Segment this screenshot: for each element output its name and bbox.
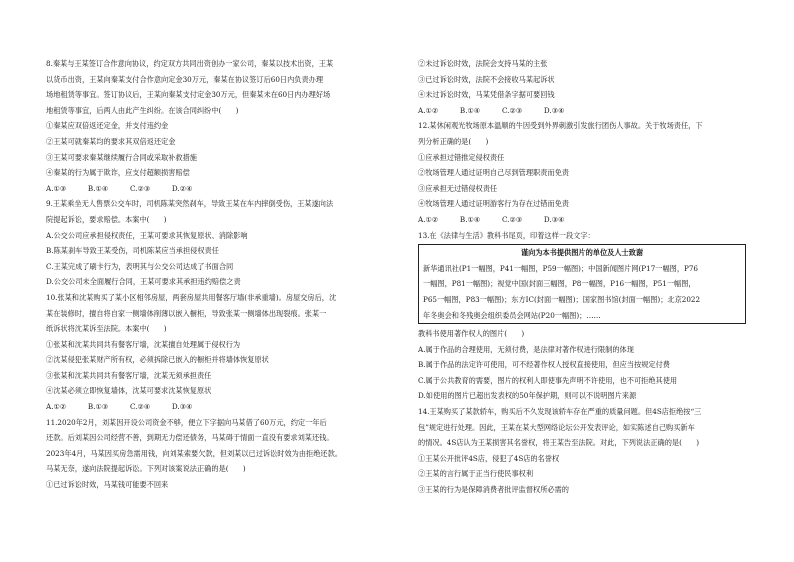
text-line: ①应承担过错推定侵权责任 bbox=[418, 152, 505, 162]
text-line: A.①② B.①④ C.②③ D.③④ bbox=[418, 105, 565, 115]
acknowledgement-line: 新华通讯社(P1一幅图，P41一幅图，P59一幅图)；中国新闻图片网(P17一幅图，P76 bbox=[423, 263, 699, 273]
text-line: 地租赁等事宜，后两人由此产生纠纷。在该合同纠纷中( ) bbox=[46, 105, 239, 115]
text-line: 场地租赁等事宜。签订协议后，王某向秦某支付定金30万元，但秦某未在60日内办理好场 bbox=[46, 90, 331, 100]
text-line: ④未过诉讼时效，马某凭借条字据可要回钱 bbox=[418, 90, 555, 100]
text-line: ③王某的行为是保障消费者批评监督权所必需的 bbox=[418, 485, 569, 495]
text-line: C.王某完成了刷卡行为，表明其与公交公司达成了书面合同 bbox=[46, 261, 234, 271]
text-line: ①秦某应双倍返还定金，并支付违约金 bbox=[46, 121, 169, 131]
text-line: 14.王某购买了某款轿车，购买后不久发现该轿车存在严重的质量问题。但4S店拒绝按“三 bbox=[418, 407, 702, 417]
text-line: ④牧场管理人通过证明游客行为存在过错而免责 bbox=[418, 199, 569, 209]
text-line: ②王某的言行属于正当行使民事权利 bbox=[418, 469, 534, 479]
right-column bbox=[418, 56, 750, 498]
text-line: A.公交公司应承担侵权责任，王某可要求其恢复原状、消除影响 bbox=[46, 230, 248, 240]
text-line: B.陈某刹车导致王某受伤，司机陈某应当承担侵权责任 bbox=[46, 246, 219, 256]
acknowledgement-line: 一幅图，P81一幅图)；视觉中国(封面三幅图，P8一幅图，P16一幅图，P51一幅图， bbox=[423, 279, 696, 289]
text-line: ③应承担无过错侵权责任 bbox=[418, 183, 498, 193]
text-line: D.如使用的图片已超出发表权的50年保护期，则可以不说明图片来源 bbox=[418, 391, 637, 401]
text-line: 马某无奈，遂向法院提起诉讼。下列对该案说法正确的是( ) bbox=[46, 464, 246, 474]
text-line: ④秦某的行为属于欺诈，应支付超额损害赔偿 bbox=[46, 168, 190, 178]
text-line: ③已过诉讼时效，法院不会接收马某起诉状 bbox=[418, 74, 555, 84]
text-line: ④沈某必须立即恢复墙体，沈某可要求沈某恢复原状 bbox=[46, 386, 212, 396]
text-line: ②未过诉讼时效，法院会支持马某的主张 bbox=[418, 59, 548, 68]
acknowledgement-line: P65一幅图，P83一幅图)；东方IC(封面一幅图)；国家图书馆(封面一幅图)；北京2022 bbox=[423, 294, 701, 304]
text-line: 教科书使用著作权人的图片( ) bbox=[418, 329, 525, 339]
text-line: 某在装修时，擅自将自家一侧墙体削薄以嵌入橱柜，导致张某一侧墙体出现裂痕。张某一 bbox=[46, 308, 327, 318]
text-line: C.属于公共教育的需要，图片的权利人即使事先声明不许使用，也不可拒绝其使用 bbox=[418, 375, 678, 385]
text-line: 12.某休闲观光牧场原本温顺的牛因受到外界刺激引发旅行团伤人事故。关于牧场责任，下 bbox=[418, 121, 703, 131]
text-line: 列分析正确的是( ) bbox=[418, 136, 489, 146]
text-line: ②王某可就秦某均的要求其双倍返还定金 bbox=[46, 136, 176, 146]
text-line: 以货币出资，王某向秦某支付合作意向定金30万元，秦某在协议签订后60日内负责办理 bbox=[46, 74, 324, 84]
text-line: 10.张某和沈某购买了某小区相邻房屋，两套房屋共用餐客厅墙(非承重墙)。房屋交房后，沈 bbox=[46, 292, 337, 302]
acknowledgement-line: 年冬奥会和冬残奥会组织委员会网站(P20一幅图)；…… bbox=[423, 310, 601, 320]
text-line: B.属于作品的法定许可使用，可不经著作权人授权直接使用，但应当按规定付费 bbox=[418, 360, 670, 370]
acknowledgement-box bbox=[418, 244, 746, 324]
text-line: 8.秦某与王某签订合作意向协议，约定双方共同出资创办一家公司，秦某以技术出资，王某 bbox=[46, 59, 334, 68]
text-line: A.①② B.①④ C.②③ D.③④ bbox=[418, 214, 565, 224]
text-line: 11.2020年2月，刘某因开设公司资金不够，便立下字据向马某借了60万元，约定一年后 bbox=[46, 417, 327, 427]
text-line: 纸诉状将沈某诉至法院。本案中( ) bbox=[46, 324, 167, 334]
acknowledgement-title: 谨向为本书提供图片的单位及人士致谢 bbox=[520, 248, 644, 258]
text-line: 13.在《法律与生活》教科书尾页，印着这样一段文字： bbox=[418, 230, 595, 240]
text-line: ②沈某侵犯张某财产所有权，必须拆除已嵌入的橱柜并将墙体恢复原状 bbox=[46, 355, 269, 365]
text-line: D.公交公司未全面履行合同，王某可要求其承担违约赔偿之责 bbox=[46, 277, 241, 287]
text-line: A.①② B.①③ C.②④ D.③④ bbox=[46, 402, 193, 412]
text-line: 院提起诉讼，要求赔偿。本案中( ) bbox=[46, 214, 167, 224]
text-line: ①已过诉讼时效，马某钱可能要不回来 bbox=[46, 480, 169, 490]
text-line: 的情况。4S店认为王某损害其名誉权，将王某告至法院。对此，下列说法正确的是( ) bbox=[418, 438, 700, 448]
text-line: A.属于作品的合理使用，无须付费，是法律对著作权进行限制的体现 bbox=[418, 344, 634, 354]
text-line: ②牧场管理人通过证明自己尽到管理职责而免责 bbox=[418, 168, 569, 178]
text-line: ③张某和沈某共同共有餐客厅墙，沈某无须承担责任 bbox=[46, 370, 212, 380]
text-line: 9.王某乘坐无人售票公交车时，司机陈某突然刹车，导致王某在车内摔倒受伤，王某遂向法 bbox=[46, 199, 334, 209]
text-line: ①王某公开批评4S店，侵犯了4S店的名誉权 bbox=[418, 453, 560, 463]
text-line: A.①③ B.①④ C.②③ D.②④ bbox=[46, 183, 193, 193]
left-column bbox=[46, 56, 378, 493]
text-line: ①张某和沈某共同共有餐客厅墙，沈某擅自处理属于侵权行为 bbox=[46, 339, 241, 349]
text-line: 2023年4月，马某因买房急需用钱，向刘某索要欠款，但刘某以已过诉讼时效为由拒绝还款。 bbox=[46, 448, 342, 458]
text-line: 还款。后刘某因公司经营不善，到期无力偿还债务，马某碍于情面一直没有要求刘某还钱。 bbox=[46, 433, 334, 443]
text-line: 包”规定进行处理。因此，王某在某大型网络论坛公开发表评论，如实陈述自己购买新车 bbox=[418, 422, 695, 432]
text-line: ③王某可要求秦某继续履行合同或采取补救措施 bbox=[46, 152, 197, 162]
